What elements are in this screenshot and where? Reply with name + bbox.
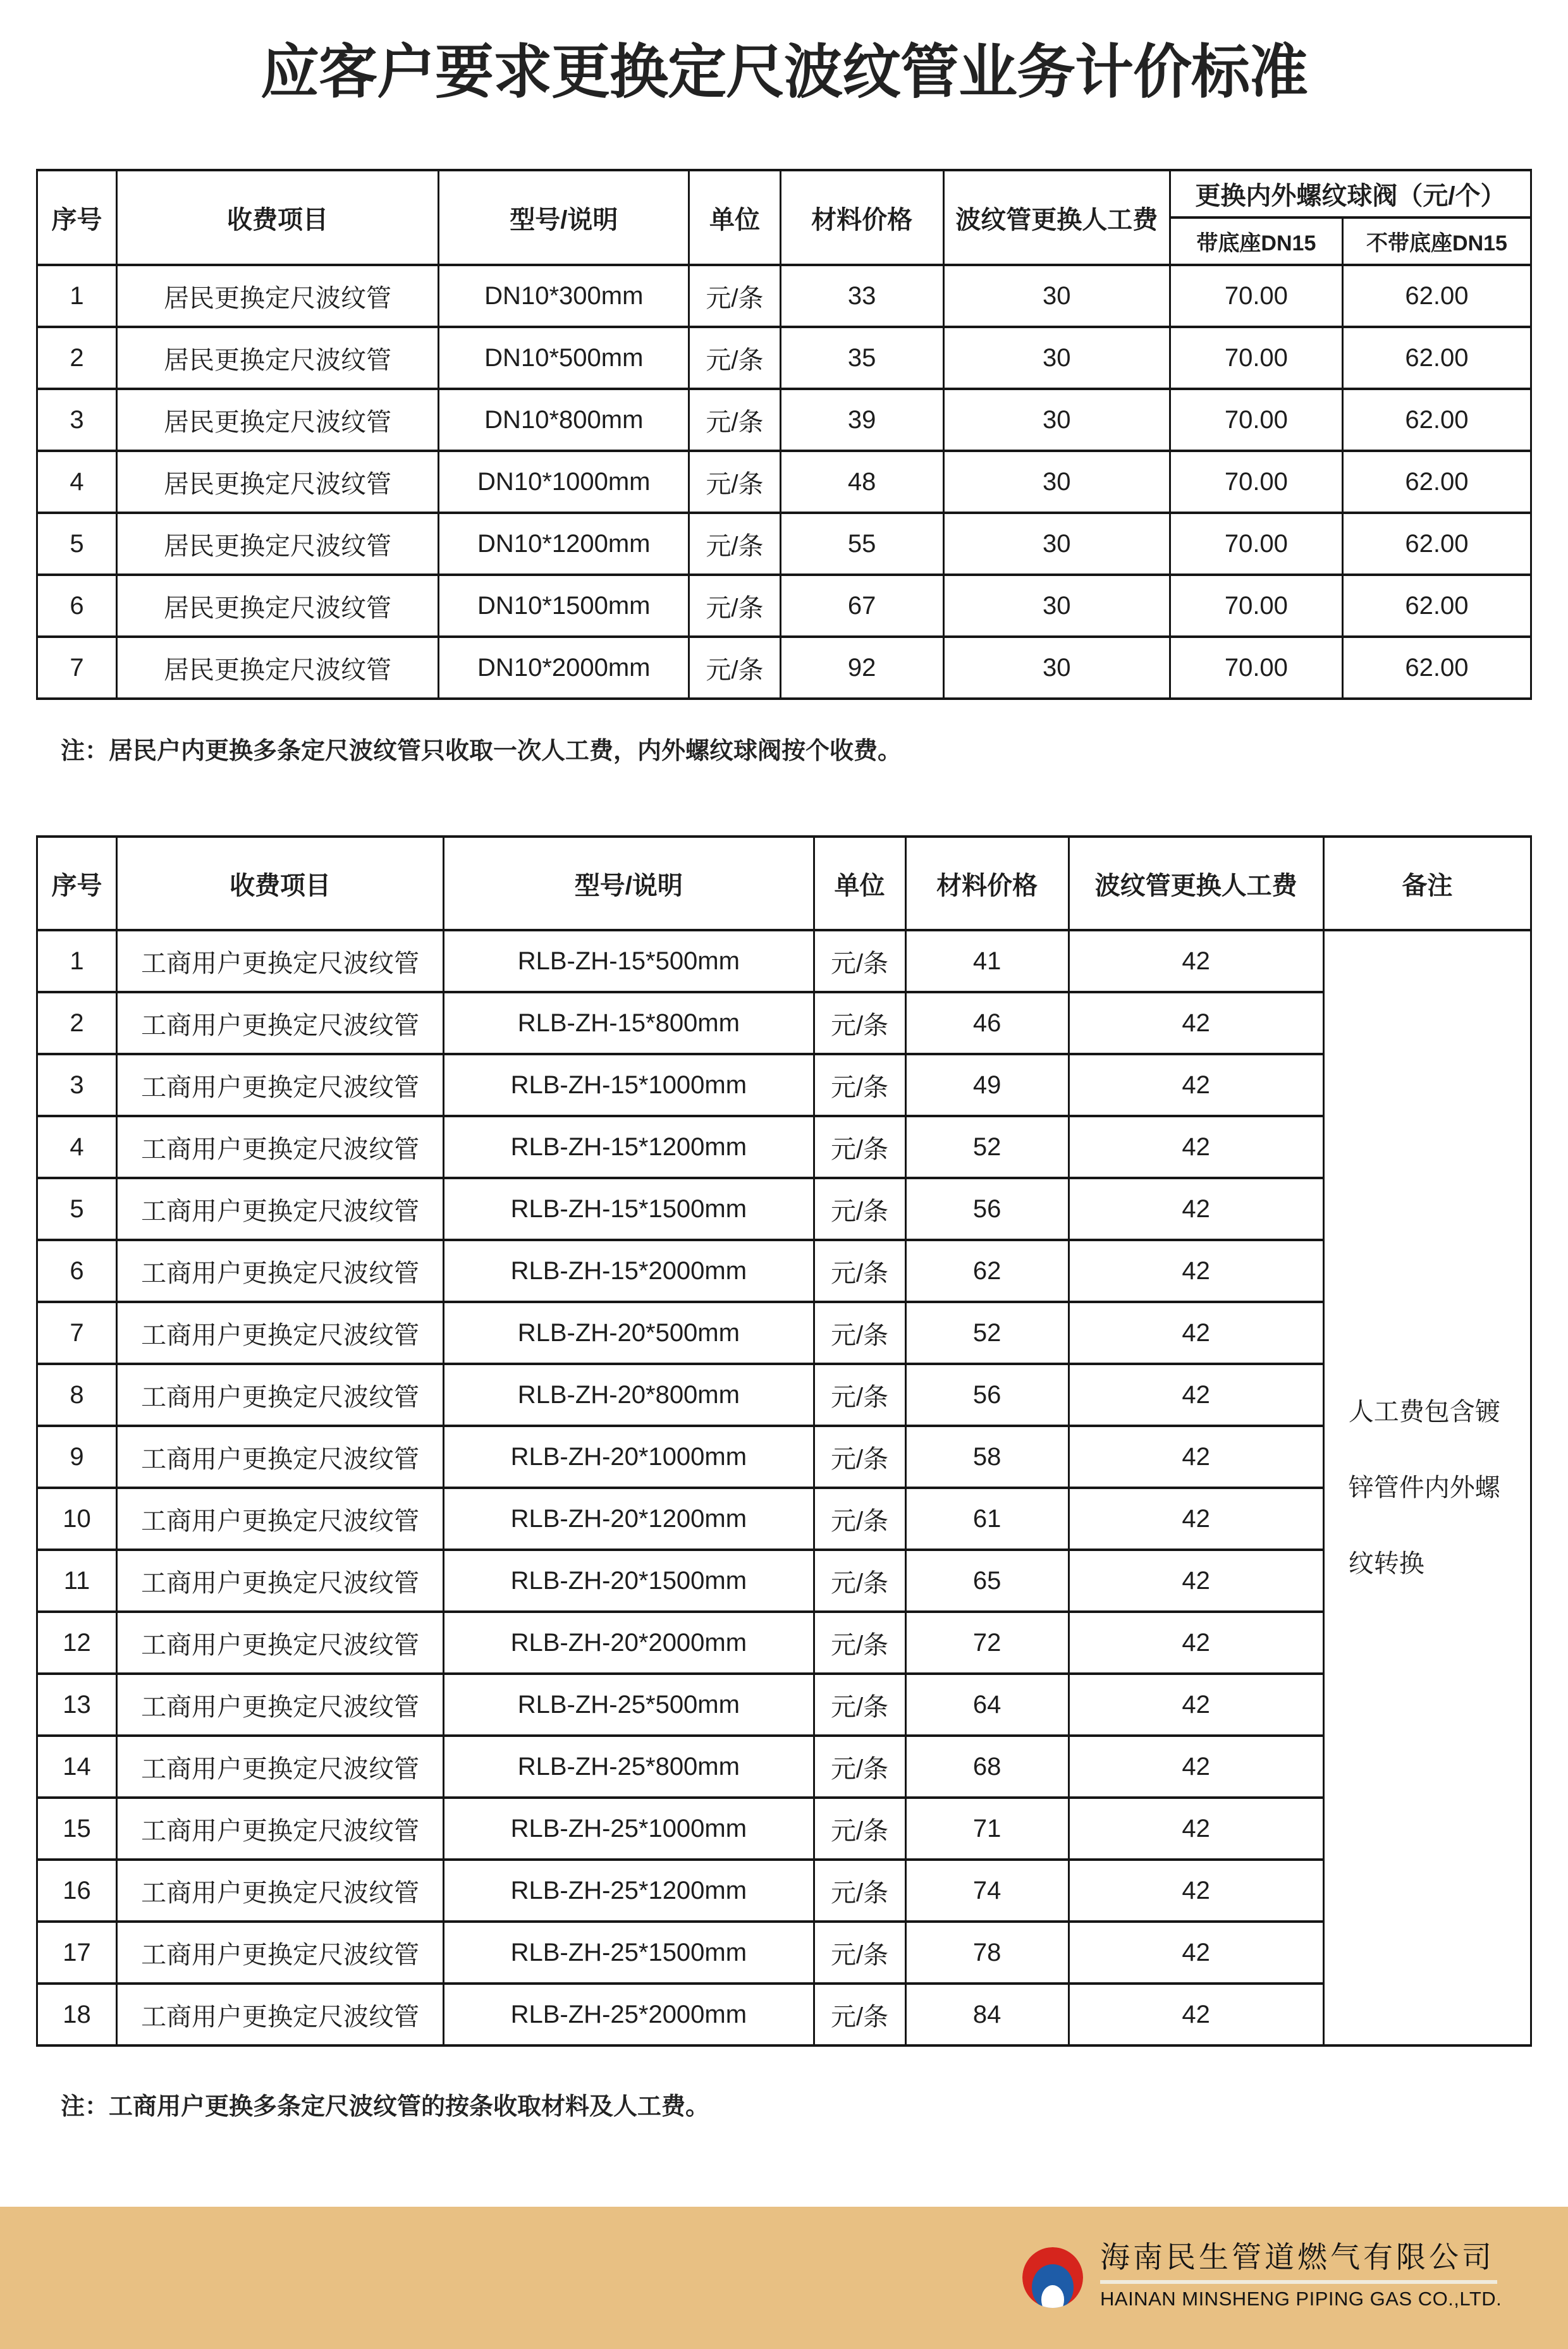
table-cell: 62.00	[1342, 327, 1531, 389]
table-cell: 工商用户更换定尺波纹管	[116, 1426, 443, 1488]
table-cell: 30	[943, 265, 1170, 327]
table-cell: 35	[780, 327, 943, 389]
table-row	[37, 1240, 1531, 1302]
table-cell: 元/条	[814, 1240, 905, 1302]
col-header-seq: 序号	[37, 170, 117, 265]
table-cell: 42	[1069, 992, 1323, 1054]
table-cell: 居民更换定尺波纹管	[116, 451, 438, 513]
table-cell: 42	[1069, 1798, 1323, 1860]
table-cell: 33	[780, 265, 943, 327]
table-row	[37, 1426, 1531, 1488]
table-cell: 7	[37, 1302, 117, 1364]
table-row	[37, 1054, 1531, 1116]
table-cell: 工商用户更换定尺波纹管	[116, 1116, 443, 1178]
table-cell: RLB-ZH-25*500mm	[444, 1674, 814, 1736]
table-cell: DN10*1200mm	[439, 513, 689, 575]
col-header-material-price: 材料价格	[905, 837, 1069, 930]
col-header-model: 型号/说明	[439, 170, 689, 265]
table-cell: 元/条	[814, 1178, 905, 1240]
table-cell: 元/条	[814, 1984, 905, 2045]
table-cell: RLB-ZH-15*500mm	[444, 930, 814, 992]
table-cell: 工商用户更换定尺波纹管	[116, 1054, 443, 1116]
table-cell: 元/条	[814, 1054, 905, 1116]
table-cell: 工商用户更换定尺波纹管	[116, 930, 443, 992]
col-header-material-price: 材料价格	[780, 170, 943, 265]
table-row	[37, 637, 1531, 699]
col-header-remark: 备注	[1323, 837, 1531, 930]
table-row	[37, 1798, 1531, 1860]
table-cell: 元/条	[689, 451, 780, 513]
table-row	[37, 451, 1531, 513]
col-header-item: 收费项目	[116, 837, 443, 930]
table-cell: 16	[37, 1860, 117, 1922]
commercial-price-table	[36, 835, 1532, 2047]
table-cell: 元/条	[814, 1736, 905, 1798]
table-cell: 3	[37, 1054, 117, 1116]
table-cell: RLB-ZH-15*1500mm	[444, 1178, 814, 1240]
table-cell: 元/条	[814, 1922, 905, 1984]
table-row	[37, 1860, 1531, 1922]
table-row	[37, 389, 1531, 451]
table-cell: 1	[37, 930, 117, 992]
table-cell: 元/条	[689, 513, 780, 575]
table-cell: 55	[780, 513, 943, 575]
table-cell: 元/条	[814, 1488, 905, 1550]
table-cell: RLB-ZH-25*1500mm	[444, 1922, 814, 1984]
col-header-labor-fee: 波纹管更换人工费	[943, 170, 1170, 265]
table-cell: DN10*300mm	[439, 265, 689, 327]
table-row	[37, 1364, 1531, 1426]
table-cell: 42	[1069, 1860, 1323, 1922]
col-header-valve-without-base: 不带底座DN15	[1342, 218, 1531, 265]
table-cell: RLB-ZH-15*1200mm	[444, 1116, 814, 1178]
table-cell: 30	[943, 575, 1170, 637]
table-cell: 元/条	[814, 1426, 905, 1488]
table-cell: 居民更换定尺波纹管	[116, 265, 438, 327]
table-cell: 工商用户更换定尺波纹管	[116, 1984, 443, 2045]
table-cell: DN10*800mm	[439, 389, 689, 451]
table-cell: 74	[905, 1860, 1069, 1922]
table-cell: 72	[905, 1612, 1069, 1674]
table-cell: 62.00	[1342, 575, 1531, 637]
table-cell: 46	[905, 992, 1069, 1054]
col-header-valve-group: 更换内外螺纹球阀（元/个）	[1170, 170, 1531, 218]
table-cell: 工商用户更换定尺波纹管	[116, 1612, 443, 1674]
table-row	[37, 1488, 1531, 1550]
table-cell: 元/条	[814, 1116, 905, 1178]
table-cell: 9	[37, 1426, 117, 1488]
table-cell: 元/条	[814, 1798, 905, 1860]
table-cell: 42	[1069, 1984, 1323, 2045]
table-cell: 5	[37, 1178, 117, 1240]
table-cell: 39	[780, 389, 943, 451]
col-header-unit: 单位	[689, 170, 780, 265]
table-cell: 42	[1069, 1240, 1323, 1302]
table-cell: 30	[943, 637, 1170, 699]
table-cell: 工商用户更换定尺波纹管	[116, 1302, 443, 1364]
table-row	[37, 1736, 1531, 1798]
table-row	[37, 930, 1531, 992]
table-cell: 42	[1069, 1736, 1323, 1798]
table-cell: RLB-ZH-25*1200mm	[444, 1860, 814, 1922]
table-cell: 30	[943, 327, 1170, 389]
table-cell: 元/条	[814, 992, 905, 1054]
table-cell: 15	[37, 1798, 117, 1860]
table-row	[37, 1674, 1531, 1736]
table-cell: 13	[37, 1674, 117, 1736]
table-cell: 2	[37, 992, 117, 1054]
table-row	[37, 327, 1531, 389]
table-cell: 元/条	[814, 1550, 905, 1612]
table-cell: 68	[905, 1736, 1069, 1798]
table-cell: 92	[780, 637, 943, 699]
footer-band	[0, 2207, 1568, 2349]
table-cell: 52	[905, 1116, 1069, 1178]
table-cell: 62.00	[1342, 513, 1531, 575]
table-cell: 4	[37, 451, 117, 513]
table-row	[37, 1612, 1531, 1674]
table-cell: 居民更换定尺波纹管	[116, 575, 438, 637]
table-cell: 6	[37, 1240, 117, 1302]
table-cell: 42	[1069, 1178, 1323, 1240]
col-header-seq: 序号	[37, 837, 117, 930]
company-name-cn: 海南民生管道燃气有限公司	[1100, 2242, 1495, 2274]
table-cell: 62.00	[1342, 451, 1531, 513]
table-cell: 3	[37, 389, 117, 451]
col-header-unit: 单位	[814, 837, 905, 930]
table-cell: 居民更换定尺波纹管	[116, 327, 438, 389]
table-cell: 工商用户更换定尺波纹管	[116, 1488, 443, 1550]
table-row	[37, 575, 1531, 637]
table-cell: RLB-ZH-20*1000mm	[444, 1426, 814, 1488]
table-cell: 6	[37, 575, 117, 637]
table-cell: 居民更换定尺波纹管	[116, 389, 438, 451]
col-header-valve-with-base: 带底座DN15	[1170, 218, 1342, 265]
residential-note: 注：居民户内更换多条定尺波纹管只收取一次人工费，内外螺纹球阀按个收费。	[61, 738, 902, 764]
table-cell: 84	[905, 1984, 1069, 2045]
table-cell: 元/条	[689, 575, 780, 637]
table-cell: 30	[943, 389, 1170, 451]
table-row	[37, 992, 1531, 1054]
table-cell: 30	[943, 451, 1170, 513]
table-cell: 62.00	[1342, 265, 1531, 327]
table-cell: RLB-ZH-15*1000mm	[444, 1054, 814, 1116]
table-cell: 元/条	[689, 327, 780, 389]
table-cell: 8	[37, 1364, 117, 1426]
table-cell: 30	[943, 513, 1170, 575]
table-cell: 70.00	[1170, 265, 1342, 327]
table-cell: 元/条	[689, 637, 780, 699]
table-cell: 工商用户更换定尺波纹管	[116, 1550, 443, 1612]
table-cell: 42	[1069, 1674, 1323, 1736]
table-cell: 工商用户更换定尺波纹管	[116, 1798, 443, 1860]
table-row	[37, 1116, 1531, 1178]
company-block	[1100, 2242, 1505, 2310]
col-header-model: 型号/说明	[444, 837, 814, 930]
table-cell: 64	[905, 1674, 1069, 1736]
table-cell: 56	[905, 1364, 1069, 1426]
table-cell: 元/条	[814, 1302, 905, 1364]
table-cell: DN10*500mm	[439, 327, 689, 389]
table-cell: 52	[905, 1302, 1069, 1364]
table-cell: 居民更换定尺波纹管	[116, 637, 438, 699]
table-cell: 70.00	[1170, 389, 1342, 451]
table-row	[37, 1178, 1531, 1240]
table-cell: 元/条	[689, 265, 780, 327]
table-cell: 元/条	[814, 1612, 905, 1674]
table-cell: RLB-ZH-20*1500mm	[444, 1550, 814, 1612]
table-cell: 62.00	[1342, 637, 1531, 699]
table-cell: 65	[905, 1550, 1069, 1612]
table-cell: 工商用户更换定尺波纹管	[116, 1240, 443, 1302]
table-cell: 56	[905, 1178, 1069, 1240]
table-cell: DN10*1000mm	[439, 451, 689, 513]
table-header-row	[37, 837, 1531, 930]
table-cell: 元/条	[814, 930, 905, 992]
table-cell: 41	[905, 930, 1069, 992]
table-cell: RLB-ZH-25*800mm	[444, 1736, 814, 1798]
table-cell: 67	[780, 575, 943, 637]
col-header-labor-fee: 波纹管更换人工费	[1069, 837, 1323, 930]
table-cell: 元/条	[814, 1860, 905, 1922]
table-cell: 42	[1069, 1364, 1323, 1426]
table-cell: 42	[1069, 1426, 1323, 1488]
table-cell: 70.00	[1170, 327, 1342, 389]
table-row	[37, 265, 1531, 327]
table-cell: 42	[1069, 1054, 1323, 1116]
table-cell: 7	[37, 637, 117, 699]
page-title: 应客户要求更换定尺波纹管业务计价标准	[260, 39, 1308, 105]
table-row	[37, 1922, 1531, 1984]
remark-cell	[1323, 930, 1531, 2045]
remark-text: 人工费包含镀锌管件内外螺纹转换	[1348, 1398, 1500, 1578]
table-cell: 2	[37, 327, 117, 389]
table-cell: 工商用户更换定尺波纹管	[116, 992, 443, 1054]
table-row	[37, 1550, 1531, 1612]
table-cell: DN10*1500mm	[439, 575, 689, 637]
table-row	[37, 513, 1531, 575]
table-cell: 17	[37, 1922, 117, 1984]
table-cell: 70.00	[1170, 637, 1342, 699]
table-cell: 42	[1069, 930, 1323, 992]
table-cell: 42	[1069, 1488, 1323, 1550]
table-cell: 58	[905, 1426, 1069, 1488]
table-cell: 70.00	[1170, 513, 1342, 575]
table-cell: 工商用户更换定尺波纹管	[116, 1860, 443, 1922]
table-cell: 70.00	[1170, 575, 1342, 637]
commercial-note: 注：工商用户更换多条定尺波纹管的按条收取材料及人工费。	[61, 2094, 710, 2120]
table-cell: RLB-ZH-20*800mm	[444, 1364, 814, 1426]
table-cell: RLB-ZH-25*2000mm	[444, 1984, 814, 2045]
table-cell: 1	[37, 265, 117, 327]
table-cell: RLB-ZH-20*500mm	[444, 1302, 814, 1364]
table-cell: RLB-ZH-15*800mm	[444, 992, 814, 1054]
residential-price-table	[36, 169, 1532, 700]
table-cell: 78	[905, 1922, 1069, 1984]
table-cell: 42	[1069, 1116, 1323, 1178]
table-header-row	[37, 170, 1531, 218]
table-cell: 71	[905, 1798, 1069, 1860]
table-cell: RLB-ZH-15*2000mm	[444, 1240, 814, 1302]
company-divider	[1100, 2280, 1497, 2284]
table-cell: 62.00	[1342, 389, 1531, 451]
table-cell: 48	[780, 451, 943, 513]
table-cell: RLB-ZH-25*1000mm	[444, 1798, 814, 1860]
table-cell: 居民更换定尺波纹管	[116, 513, 438, 575]
table-cell: 工商用户更换定尺波纹管	[116, 1178, 443, 1240]
table-row	[37, 1302, 1531, 1364]
table-cell: 14	[37, 1736, 117, 1798]
table-cell: 42	[1069, 1550, 1323, 1612]
table-cell: 元/条	[814, 1364, 905, 1426]
table-cell: 42	[1069, 1302, 1323, 1364]
table-cell: 42	[1069, 1922, 1323, 1984]
table-cell: 12	[37, 1612, 117, 1674]
table-cell: RLB-ZH-20*2000mm	[444, 1612, 814, 1674]
table-cell: 10	[37, 1488, 117, 1550]
table-cell: 5	[37, 513, 117, 575]
company-logo-icon	[1022, 2247, 1083, 2308]
table-cell: 工商用户更换定尺波纹管	[116, 1674, 443, 1736]
table-cell: 元/条	[689, 389, 780, 451]
company-name-en: HAINAN MINSHENG PIPING GAS CO.,LTD.	[1100, 2287, 1502, 2310]
table-cell: 42	[1069, 1612, 1323, 1674]
table-cell: 工商用户更换定尺波纹管	[116, 1922, 443, 1984]
table-cell: 11	[37, 1550, 117, 1612]
table-cell: 18	[37, 1984, 117, 2045]
table-cell: DN10*2000mm	[439, 637, 689, 699]
table-cell: RLB-ZH-20*1200mm	[444, 1488, 814, 1550]
col-header-item: 收费项目	[116, 170, 438, 265]
table-cell: 62	[905, 1240, 1069, 1302]
table-cell: 61	[905, 1488, 1069, 1550]
table-cell: 工商用户更换定尺波纹管	[116, 1736, 443, 1798]
table-row	[37, 1984, 1531, 2045]
table-cell: 4	[37, 1116, 117, 1178]
table-cell: 工商用户更换定尺波纹管	[116, 1364, 443, 1426]
table-cell: 70.00	[1170, 451, 1342, 513]
table-cell: 元/条	[814, 1674, 905, 1736]
table-cell: 49	[905, 1054, 1069, 1116]
